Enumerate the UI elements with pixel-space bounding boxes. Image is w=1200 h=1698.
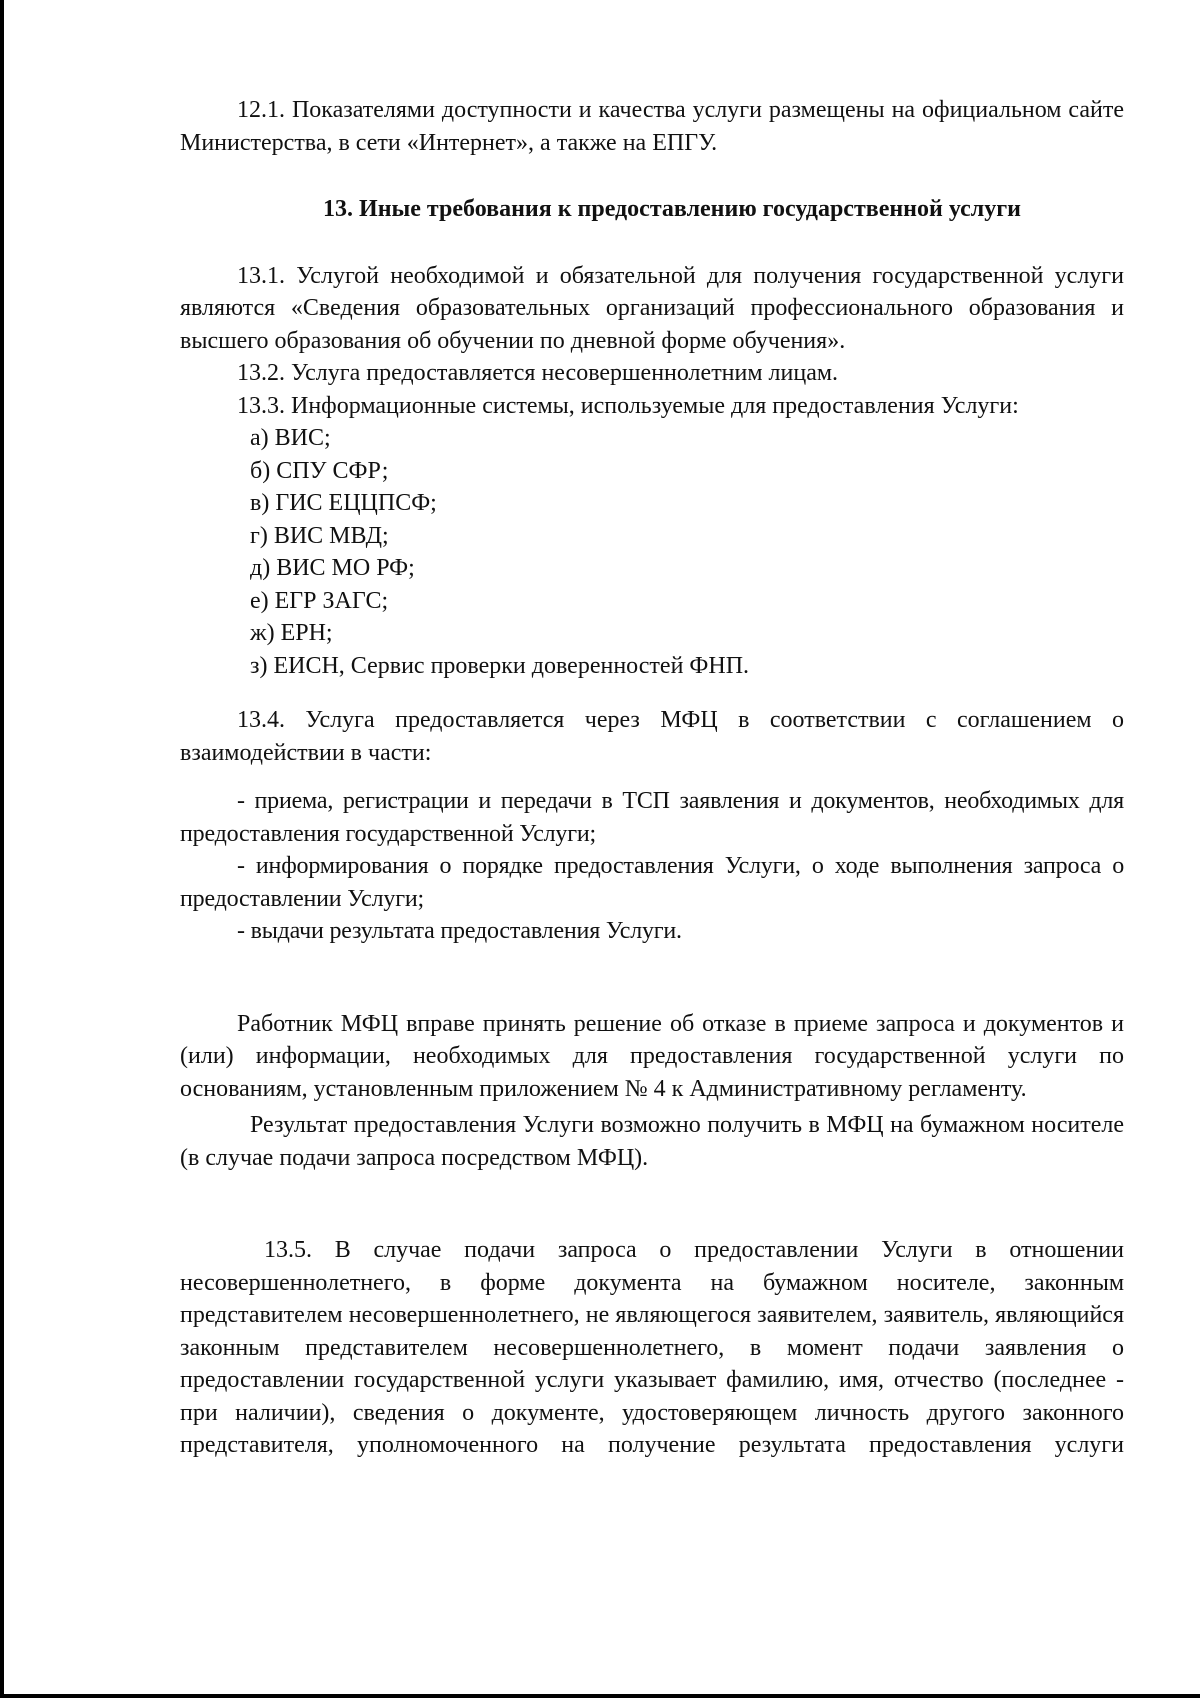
- list-item: в) ГИС ЕЦЦПСФ;: [250, 490, 437, 516]
- paragraph-mfc-result: Результат предоставления Услуги возможно получить в МФЦ на бумажном носителе (в случае подачи запроса посредством МФЦ).: [180, 1112, 1124, 1171]
- list-item: г) ВИС МВД;: [250, 522, 389, 549]
- paragraph-mfc-refusal: Работник МФЦ вправе принять решение об отказе в приеме запроса и документов и (или) информации, необходимых для предоставления государственной услуги по основаниям, установленным приложением № 4 к Административному регламенту.: [180, 1010, 1124, 1102]
- information-systems-list: [180, 422, 1124, 682]
- bottom-border-line: [0, 1694, 1200, 1698]
- dash-item-issuing: - выдачи результата предоставления Услуги.: [237, 918, 682, 944]
- section-13-heading: 13. Иные требования к предоставлению государственной услуги: [323, 196, 1021, 222]
- document-page: [180, 94, 1124, 1462]
- paragraph-13-3: 13.3. Информационные системы, используемые для предоставления Услуги:: [237, 392, 1019, 419]
- paragraph-13-2: 13.2. Услуга предоставляется несовершеннолетним лицам.: [237, 360, 839, 386]
- dash-item-informing: - информирования о порядке предоставления Услуги, о ходе выполнения запроса о предоставлении Услуги;: [180, 853, 1124, 912]
- paragraph-12-1: 12.1. Показателями доступности и качества услуги размещены на официальном сайте Министерства, в сети «Интернет», а также на ЕПГУ.: [180, 97, 1124, 156]
- dash-item-reception: - приема, регистрации и передачи в ТСП заявления и документов, необходимых для предоставления государственной Услуги;: [180, 788, 1124, 847]
- paragraph-13-1: 13.1. Услугой необходимой и обязательной для получения государственной услуги являются «Сведения образовательных организаций профессионального образования и высшего образования об обучении по дневной форме обучения».: [180, 262, 1124, 354]
- list-item: д) ВИС МО РФ;: [250, 555, 415, 581]
- list-item: е) ЕГР ЗАГС;: [250, 587, 389, 614]
- left-border-line: [0, 0, 4, 1698]
- list-item: ж) ЕРН;: [250, 620, 333, 646]
- paragraph-13-5: 13.5. В случае подачи запроса о предоставлении Услуги в отношении несовершеннолетнего, в форме документа на бумажном носителе, законным представителем несовершеннолетнего, не являющегося заявителем, заявитель, являющийся законным представителем несовершеннолетнего, в момент подачи заявления о предоставлении государственной услуги указывает фамилию, имя, отчество (последнее - при наличии), сведения о документе, удостоверяющем личность другого законного представителя, уполномоченного на получение результата предоставления услуги: [180, 1237, 1124, 1458]
- paragraph-13-4: 13.4. Услуга предоставляется через МФЦ в соответствии с соглашением о взаимодействии в части:: [180, 707, 1124, 766]
- list-item: б) СПУ СФР;: [250, 457, 389, 484]
- list-item: з) ЕИСН, Сервис проверки доверенностей ФНП.: [250, 652, 750, 679]
- list-item: а) ВИС;: [250, 425, 331, 451]
